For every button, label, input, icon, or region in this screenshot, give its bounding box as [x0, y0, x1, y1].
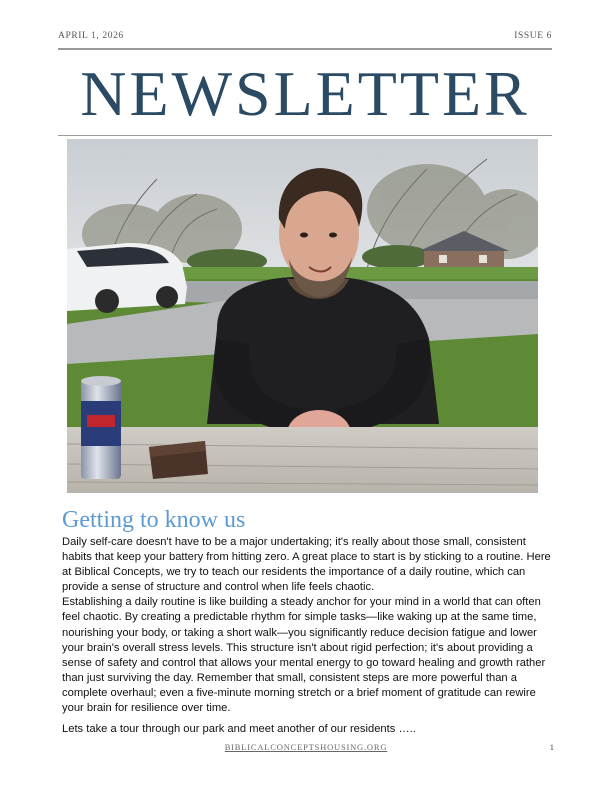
article-paragraph: Establishing a daily routine is like building a steady anchor for your mind in a world that can often feel chaotic. By creating a predictable rhythm for simple tasks—like waking up at the same time, nourishing your body, or taking a short walk—you significantly reduce decision fatigue and lower your brain's overall stress levels. This structure isn't about rigid perfection; it's about providing a sense of safety and control that allows your mental energy to go toward healing and growth rather than just surviving the day. Remember that small, consistent steps are more powerful than a complete overhaul; even a five-minute morning stretch or a brief moment of gratitude can rewire your brain for resilience over time. — [62, 596, 546, 715]
van — [67, 243, 187, 313]
footer-website-link[interactable]: BIBLICALCONCEPTSHOUSING.ORG — [224, 742, 388, 752]
issue-date: APRIL 1, 2026 — [58, 31, 124, 41]
resident-photo — [67, 139, 538, 493]
wallet — [149, 441, 208, 479]
page-number: 1 — [549, 742, 554, 752]
top-divider — [58, 48, 552, 50]
section-title: Getting to know us — [62, 507, 246, 533]
article-body — [62, 535, 556, 737]
masthead-divider — [58, 135, 552, 136]
article-paragraph: Daily self-care doesn't have to be a major undertaking; it's really about those small, consistent habits that keep your battery from hitting zero. A great place to start is by sticking to a routine. Here at Biblical Concepts, we try to teach our residents the importance of a daily routine, which can provide a sense of structure and control when life feels chaotic. — [62, 536, 551, 594]
article-paragraph: Lets take a tour through our park and meet another of our residents ….. — [62, 723, 416, 736]
masthead-title: NEWSLETTER — [80, 58, 530, 129]
drink-can — [81, 376, 121, 479]
top-bar — [58, 30, 552, 42]
issue-number: ISSUE 6 — [514, 31, 552, 41]
